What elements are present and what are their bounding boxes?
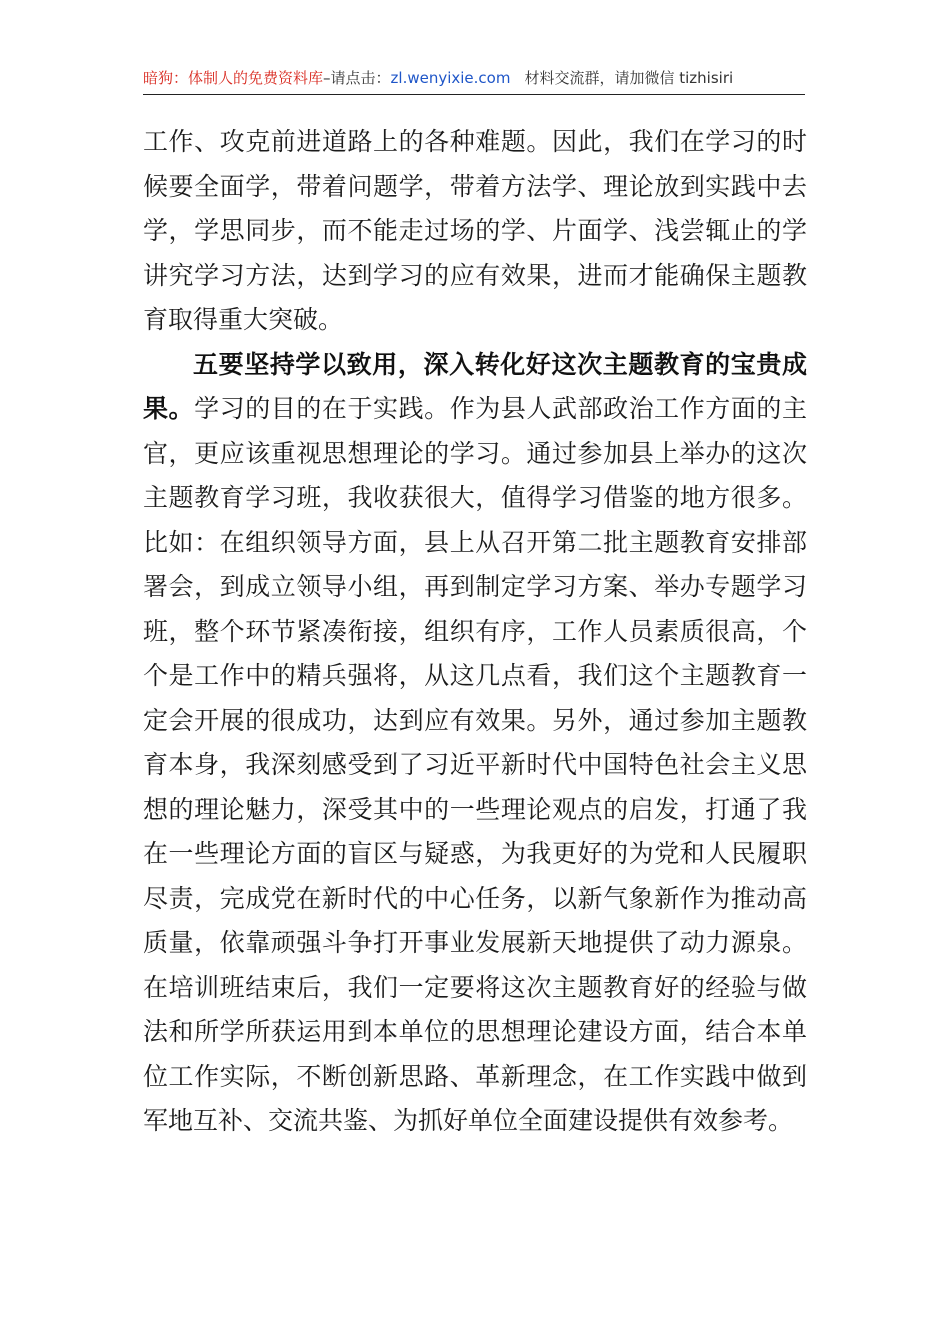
- text-line: 工作、攻克前进道路上的各种难题。因此，我们在学习的时: [143, 127, 807, 156]
- document-body: [143, 120, 807, 1144]
- paragraph-1: [143, 120, 807, 343]
- text-line-mixed: [143, 387, 807, 432]
- page-header: [143, 62, 805, 95]
- text-line: 讲究学习方法，达到学习的应有效果，进而才能确保主题教: [143, 260, 807, 290]
- text-line: 定会开展的很成功，达到应有效果。另外，通过参加主题教: [143, 705, 807, 735]
- text-line: 主题教育学习班，我收获很大，值得学习借鉴的地方很多。: [143, 483, 807, 512]
- text-line: 育取得重大突破。: [143, 305, 344, 334]
- section-heading-end: 果。: [143, 394, 195, 423]
- text-line: 署会，到成立领导小组，再到制定学习方案、举办专题学习: [143, 572, 807, 601]
- text-line: 比如：在组织领导方面，县上从召开第二批主题教育安排部: [143, 527, 807, 557]
- text-line: 班，整个环节紧凑衔接，组织有序，工作人员素质很高，个: [143, 616, 807, 646]
- text-line: 在培训班结束后，我们一定要将这次主题教育好的经验与做: [143, 972, 807, 1002]
- text-line: 在一些理论方面的盲区与疑惑，为我更好的为党和人民履职: [143, 839, 807, 868]
- paragraph-2: [143, 343, 807, 1144]
- section-heading: 五要坚持学以致用，深入转化好这次主题教育的宝贵成: [193, 349, 807, 379]
- header-group-text: 材料交流群，请加微信 tizhisiri: [524, 69, 734, 87]
- text-line: 育本身，我深刻感受到了习近平新时代中国特色社会主义思: [143, 750, 807, 779]
- header-click-prefix: –请点击：: [323, 69, 391, 87]
- text-line: 学，学思同步，而不能走过场的学、片面学、浅尝辄止的学: [143, 216, 807, 245]
- header-url-link[interactable]: zl.wenyixie.com: [390, 69, 511, 87]
- text-line: 质量，依靠顽强斗争打开事业发展新天地提供了动力源泉。: [143, 928, 807, 957]
- text-span: 学习的目的在于实践。作为县人武部政治工作方面的主: [194, 394, 807, 423]
- text-line: 尽责，完成党在新时代的中心任务，以新气象新作为推动高: [143, 883, 807, 913]
- text-line: 候要全面学，带着问题学，带着方法学、理论放到实践中去: [143, 171, 807, 201]
- text-line: 位工作实际，不断创新思路、革新理念，在工作实践中做到: [143, 1061, 807, 1091]
- text-line: 官，更应该重视思想理论的学习。通过参加县上举办的这次: [143, 438, 807, 468]
- text-line: 个是工作中的精兵强将，从这几点看，我们这个主题教育一: [143, 661, 807, 690]
- text-line: 想的理论魅力，深受其中的一些理论观点的启发，打通了我: [143, 794, 807, 824]
- text-line: 军地互补、交流共鉴、为抓好单位全面建设提供有效参考。: [143, 1106, 794, 1135]
- header-brand: 暗狗：体制人的免费资料库: [143, 69, 324, 87]
- text-line: 法和所学所获运用到本单位的思想理论建设方面，结合本单: [143, 1017, 807, 1046]
